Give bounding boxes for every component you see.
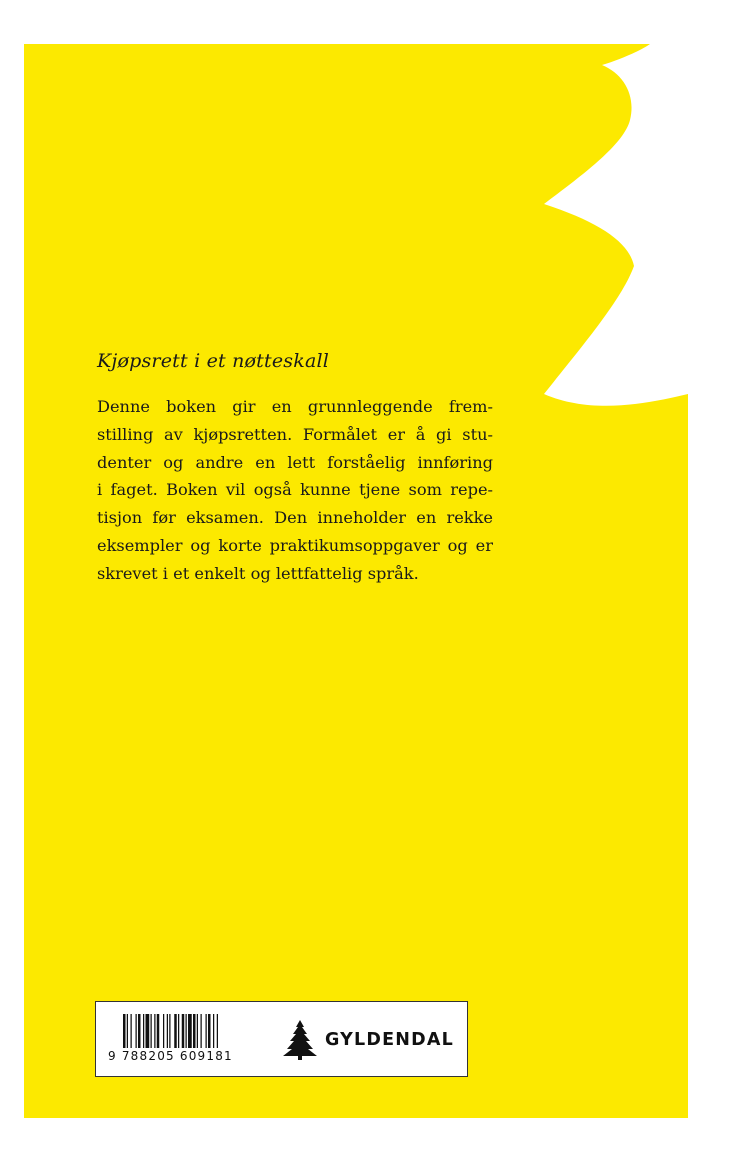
back-cover [24, 44, 688, 1118]
publisher-name: GYLDENDAL [325, 1030, 454, 1050]
barcode-image [123, 1014, 253, 1048]
fir-tree-icon [283, 1020, 317, 1060]
book-title: Kjøpsrett i et nøtteskall [97, 350, 330, 372]
barcode-panel [95, 1001, 468, 1077]
blurb-line: eksempler og korte praktikumsoppgaver og er [97, 535, 493, 555]
publisher-logo [283, 1020, 454, 1060]
blurb-line: denter og andre en lett forståelig innføring [97, 452, 493, 472]
blurb-line: Denne boken gir en grunnleggende frem- [97, 397, 493, 416]
blurb-text [97, 393, 493, 588]
blurb-line: skrevet i et enkelt og lettfattelig språk. [97, 563, 419, 583]
isbn-digits: 9 788205 609181 [108, 1049, 233, 1063]
blurb-line: tisjon før eksamen. Den inneholder en rekke [97, 508, 493, 528]
blurb-line: i faget. Boken vil også kunne tjene som repe- [97, 480, 493, 500]
blurb-line: stilling av kjøpsretten. Formålet er å gi stu- [97, 424, 493, 444]
